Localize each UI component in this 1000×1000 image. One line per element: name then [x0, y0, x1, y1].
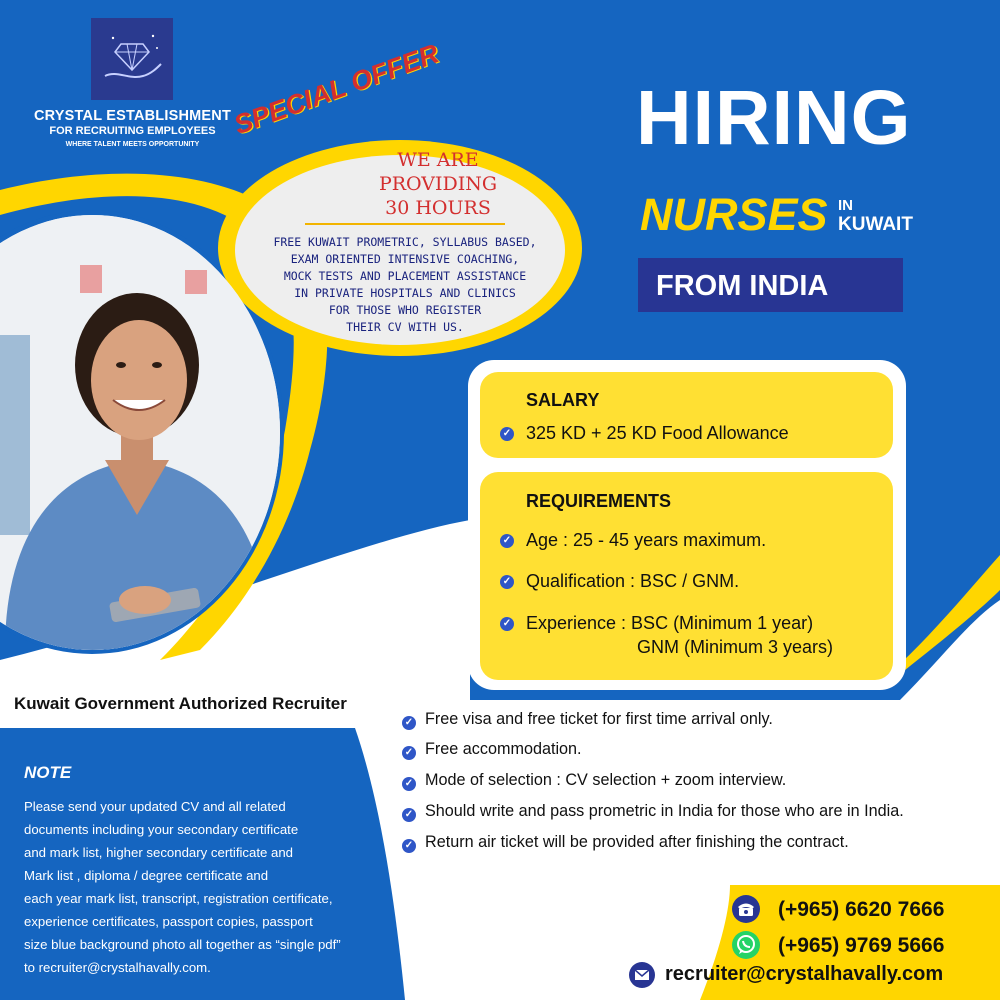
note-line: Mark list , diploma / degree certificate and	[24, 868, 269, 883]
offer-detail-line: MOCK TESTS AND PLACEMENT ASSISTANCE	[283, 269, 527, 283]
offer-line-2: PROVIDING	[378, 173, 498, 195]
note-line: to recruiter@crystalhavally.com.	[24, 960, 211, 975]
company-tagline: WHERE TALENT MEETS OPPORTUNITY	[65, 141, 200, 148]
benefit-item	[402, 740, 582, 760]
check-circle-icon: ✓	[402, 808, 416, 822]
benefit-item	[402, 710, 773, 730]
check-circle-icon: ✓	[402, 839, 416, 853]
note-title: NOTE	[24, 763, 72, 782]
company-subtitle: FOR RECRUITING EMPLOYEES	[49, 125, 216, 137]
check-circle-icon: ✓	[402, 777, 416, 791]
location-word: KUWAIT	[838, 214, 913, 235]
requirement-experience-gnm: GNM (Minimum 3 years)	[637, 637, 834, 657]
special-offer-badge: SPECIAL OFFER	[230, 38, 443, 141]
check-circle-icon: ✓	[500, 534, 514, 548]
role-heading: NURSES	[640, 189, 828, 240]
salary-box	[480, 372, 893, 458]
offer-detail-line: EXAM ORIENTED INTENSIVE COACHING,	[290, 252, 520, 266]
mail-icon	[628, 961, 656, 989]
origin-banner	[638, 258, 903, 312]
offer-divider	[305, 223, 505, 225]
check-circle-icon: ✓	[500, 617, 514, 631]
check-circle-icon: ✓	[500, 575, 514, 589]
whatsapp-number[interactable]: (+965) 9769 5666	[778, 934, 945, 957]
salary-title: SALARY	[526, 390, 600, 410]
note-line: experience certificates, passport copies, passport	[24, 914, 313, 929]
note-body	[24, 795, 404, 979]
telephone-icon	[731, 894, 761, 924]
offer-detail-line: FOR THOSE WHO REGISTER	[328, 303, 482, 317]
origin-text: FROM INDIA	[656, 270, 829, 302]
check-circle-icon: ✓	[402, 716, 416, 730]
in-word: IN	[838, 197, 853, 214]
phone-number[interactable]: (+965) 6620 7666	[778, 898, 945, 921]
authorized-recruiter-label: Kuwait Government Authorized Recruiter	[14, 694, 347, 713]
requirements-title: REQUIREMENTS	[526, 491, 672, 511]
offer-detail-line: FREE KUWAIT PROMETRIC, SYLLABUS BASED,	[273, 235, 537, 249]
note-line: and mark list, higher secondary certificate and	[24, 845, 294, 860]
diamond-hand-logo-icon	[91, 18, 173, 100]
requirement-experience-bsc: Experience : BSC (Minimum 1 year)	[526, 613, 814, 633]
check-circle-icon: ✓	[402, 746, 416, 760]
requirement-age: Age : 25 - 45 years maximum.	[526, 530, 767, 550]
offer-line-3: 30 HOURS	[385, 197, 491, 219]
offer-line-1: WE ARE	[397, 149, 479, 171]
hiring-heading: HIRING	[636, 75, 912, 161]
contact-email[interactable]: recruiter@crystalhavally.com	[665, 963, 944, 985]
check-circle-icon: ✓	[500, 427, 514, 441]
benefit-item	[402, 771, 786, 791]
offer-detail-line: THEIR CV WITH US.	[346, 320, 464, 334]
salary-value: 325 KD + 25 KD Food Allowance	[526, 423, 789, 443]
requirements-box	[480, 472, 893, 680]
benefit-text: Should write and pass prometric in India for those who are in India.	[425, 802, 904, 820]
note-line: documents including your secondary certificate	[24, 822, 299, 837]
benefit-text: Return air ticket will be provided after finishing the contract.	[425, 833, 849, 851]
requirement-qualification: Qualification : BSC / GNM.	[526, 571, 740, 591]
note-line: each year mark list, transcript, registration certificate,	[24, 891, 333, 906]
benefit-text: Free accommodation.	[425, 740, 582, 758]
benefit-text: Mode of selection : CV selection + zoom interview.	[425, 771, 787, 789]
offer-detail-line: IN PRIVATE HOSPITALS AND CLINICS	[294, 286, 516, 300]
company-logo	[91, 18, 173, 100]
note-line: Please send your updated CV and all related	[24, 799, 286, 814]
benefit-text: Free visa and free ticket for first time arrival only.	[425, 710, 773, 728]
company-name: CRYSTAL ESTABLISHMENT	[34, 108, 231, 124]
benefit-item	[402, 833, 849, 853]
note-line: size blue background photo all together as “single pdf”	[24, 937, 341, 952]
benefit-item	[402, 802, 904, 822]
whatsapp-icon	[731, 930, 761, 960]
offer-details	[245, 234, 565, 336]
